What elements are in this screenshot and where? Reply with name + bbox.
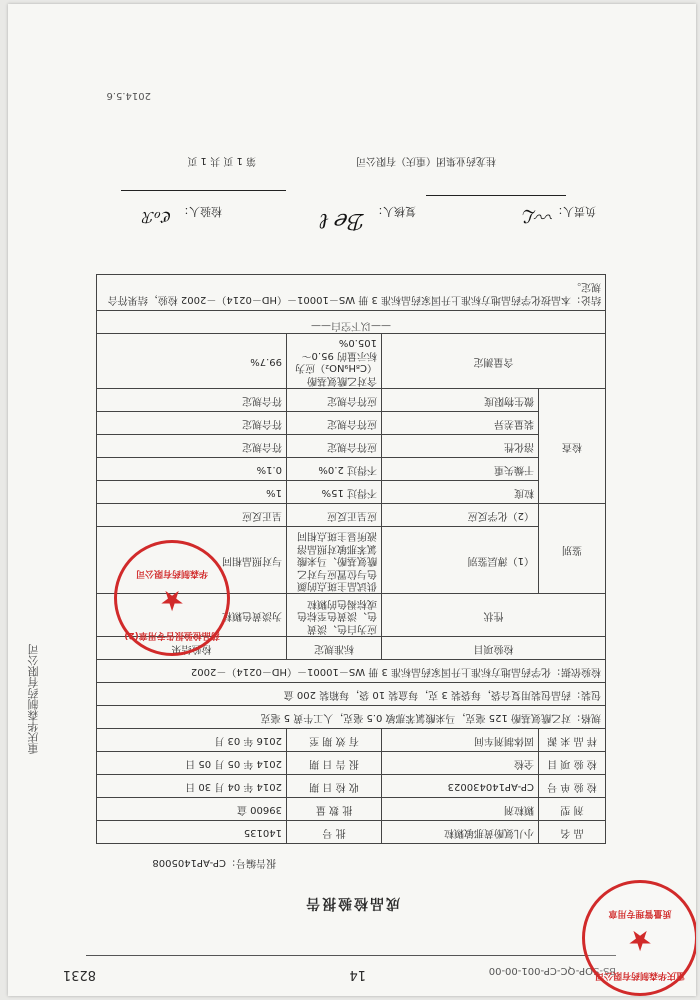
print-mark: 2014.5.6 — [106, 90, 151, 101]
stamp-text: 重庆华森制药有限公司 — [595, 970, 686, 980]
table-row — [97, 683, 606, 706]
reviewer-signature: ℬℯ ℓ — [319, 208, 366, 233]
table-row — [97, 435, 606, 458]
star-icon: ★ — [159, 584, 185, 617]
footer-company: 桂龙药业集团（重庆）有限公司 — [356, 155, 496, 166]
table-row — [97, 729, 606, 752]
cell-label: 报 告 日 期 — [287, 752, 382, 775]
checker-label: 检验人： — [178, 205, 222, 218]
cell-label: （1）薄层鉴别 — [382, 527, 539, 595]
cell-value: 供试品主斑点的颜色与位置应与对乙酰氨基酚、马来酸氯苯那敏对照品溶液所显主斑点相同 — [287, 527, 382, 595]
cell-value: 颗粒剂 — [382, 798, 539, 821]
cell-label: 收 检 日 期 — [287, 775, 382, 798]
cell-value: 不得过 15% — [287, 481, 382, 504]
cell-value: 呈正反应 — [97, 504, 287, 527]
cell-value: 含对乙酰氨基酚（C₈H₉NO₂）应为标示量的 95.0～105.0% — [287, 334, 382, 389]
stamp-text: 药品检验报告专用章(2) — [124, 630, 220, 640]
signature-line — [121, 190, 286, 191]
table-row — [97, 752, 606, 775]
cell-label: 装量差异 — [382, 412, 539, 435]
cell-value: 99.7% — [97, 334, 287, 389]
cell-value: 符合规定 — [97, 435, 287, 458]
stamp-text: 华森制药有限公司 — [136, 568, 209, 578]
doc-code: BS-SOP-QC-CP-001-00-00 — [488, 965, 616, 976]
leader-signature: 〰ℒ — [523, 205, 554, 226]
table-row — [97, 706, 606, 729]
table-row — [97, 275, 606, 311]
cell-value: 应为白色、淡黄色、淡黄色至棕色或棕褐色的颗粒 — [287, 594, 382, 637]
cell-value: 小儿氨酚黄那敏颗粒 — [382, 821, 539, 844]
cell-value: 不得过 2.0% — [287, 458, 382, 481]
reviewer-label: 复核人： — [372, 205, 416, 218]
star-icon: ★ — [627, 924, 653, 957]
cell-value: 符合规定 — [97, 412, 287, 435]
cell-value: 1% — [97, 481, 287, 504]
scanned-document — [8, 4, 696, 996]
cell-value: 应符合规定 — [287, 412, 382, 435]
cell-value: 2016 年 03 月 — [97, 729, 287, 752]
spec-row: 规格：对乙酰氨基酚 125 毫克，马来酸氯苯那敏 0.5 毫克，人工牛黄 5 毫克 — [97, 706, 606, 729]
checker-signature: ℭℴℛ — [142, 208, 172, 226]
col-header: 检验结果 — [97, 637, 287, 660]
stamp-text: 质量管理专用章 — [608, 908, 672, 918]
table-row — [97, 798, 606, 821]
cell-label: 有 效 期 至 — [287, 729, 382, 752]
cell-value: 应符合规定 — [287, 389, 382, 412]
signature-line — [426, 195, 566, 196]
cell-label: 溶化性 — [382, 435, 539, 458]
cell-label: 含量测定 — [382, 334, 606, 389]
number-right: 8231 — [62, 967, 96, 982]
cell-label: 微生物限度 — [382, 389, 539, 412]
cell-value: 全检 — [382, 752, 539, 775]
cell-value: 0.1% — [97, 458, 287, 481]
conclusion-row: 结论：本品按化学药品地方标准上升国家药品标准 3 册 WS－10001－（HD－0214）－2002 检验，结果符合规定。 — [97, 275, 606, 311]
side-text: 重庆华森制药有限公司 — [27, 644, 40, 754]
cell-value: CP-AP140430023 — [382, 775, 539, 798]
table-row — [97, 334, 606, 389]
cell-label: 干燥失重 — [382, 458, 539, 481]
cell-label: 品 名 — [539, 821, 606, 844]
blank-area — [97, 311, 606, 334]
cell-label: 鉴别 — [539, 504, 606, 595]
cell-value: 符合规定 — [97, 389, 287, 412]
cell-label: 批 号 — [287, 821, 382, 844]
cell-value: 140135 — [97, 821, 287, 844]
table-row — [97, 481, 606, 504]
cell-value: 2014 年 04 月 30 日 — [97, 775, 287, 798]
page-info: 第 1 页 共 1 页 — [187, 155, 256, 166]
cell-label: 剂 型 — [539, 798, 606, 821]
table-row — [97, 412, 606, 435]
leader-label: 负责人： — [552, 205, 596, 218]
cell-label: （2）化学反应 — [382, 504, 539, 527]
cell-label: 样 品 来 源 — [539, 729, 606, 752]
cell-value: 与对照品相同 — [97, 527, 287, 595]
cell-label: 粒度 — [382, 481, 539, 504]
cell-value: 应呈正反应 — [287, 504, 382, 527]
cell-value: 39600 盒 — [97, 798, 287, 821]
cell-label: 批 数 量 — [287, 798, 382, 821]
header-rule — [86, 955, 616, 956]
cell-value: 应符合规定 — [287, 435, 382, 458]
package-row: 包装：药品包装用复合袋，每袋装 3 克，每盒装 10 袋，每箱装 200 盒 — [97, 683, 606, 706]
report-stamp — [114, 540, 230, 656]
report-number: 报告编号：CP-AP1405008 — [152, 857, 276, 868]
basis-row: 检验依据：化学药品地方标准上升国家药品标准 3 册 WS－10001－（HD－0214）－2002 — [97, 660, 606, 683]
table-row — [97, 389, 606, 412]
page-title: 成品检验报告 — [304, 895, 400, 911]
cell-value: 2014 年 05 月 05 日 — [97, 752, 287, 775]
col-header: 标准规定 — [287, 637, 382, 660]
cell-label: 检 验 单 号 — [539, 775, 606, 798]
table-row — [97, 775, 606, 798]
cell-value: 固体制剂车间 — [382, 729, 539, 752]
cell-value: 为淡黄色颗粒 — [97, 594, 287, 637]
report-page — [8, 4, 696, 996]
table-row — [97, 821, 606, 844]
table-row — [97, 311, 606, 334]
cell-label: 性状 — [382, 594, 606, 637]
table-row — [97, 660, 606, 683]
quality-stamp — [582, 880, 696, 996]
table-row — [97, 458, 606, 481]
cell-label: 检查 — [539, 389, 606, 504]
page-mark: 14 — [349, 967, 366, 982]
col-header: 检验项目 — [382, 637, 606, 660]
end-note: ——以下空白—— — [311, 320, 391, 331]
cell-label: 检 验 项 目 — [539, 752, 606, 775]
table-row — [97, 504, 606, 527]
